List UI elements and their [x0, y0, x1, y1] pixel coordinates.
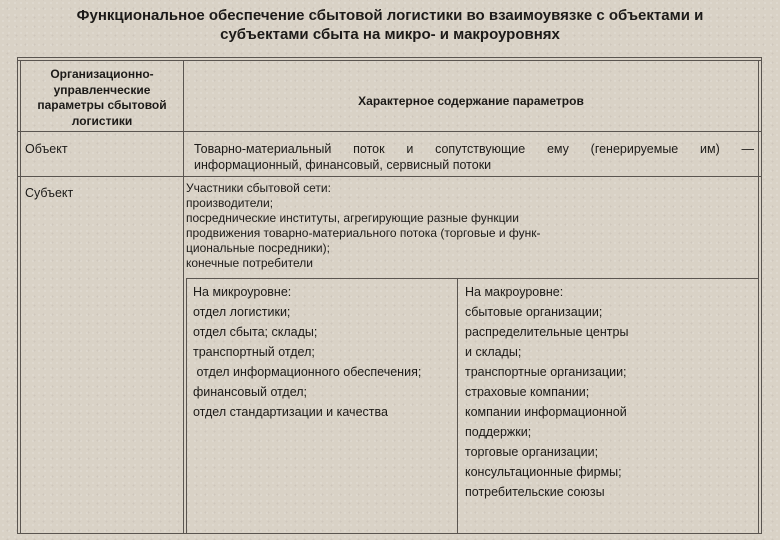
macro-item: торговые организации; [465, 445, 599, 459]
row-divider [17, 176, 762, 177]
row-subject-content [186, 181, 606, 271]
micro-item: отдел стандартизации и качества [193, 405, 388, 419]
header-divider [17, 131, 762, 132]
subject-line-6: конечные потребители [186, 256, 314, 270]
subject-line-1: Участники сбытовой сети: [186, 181, 331, 195]
title-line-1: Функциональное обеспечение сбытовой логистики во взаимоувязке с объектами и [76, 7, 704, 24]
macro-item: распределительные центры [465, 325, 629, 339]
macro-item: На макроуровне: [465, 285, 564, 299]
column-divider [183, 60, 184, 534]
col1-header-line-1: Организационно- [50, 67, 154, 81]
subject-line-4: продвижения товарно-материального потока (торговые и функ- [186, 226, 541, 240]
table-border-right [761, 57, 762, 534]
subject-line-5: циональные посредники); [186, 241, 330, 255]
micro-item: На микроуровне: [193, 285, 292, 299]
macro-item: потребительские союзы [465, 485, 605, 499]
row-subject-label: Субъект [25, 186, 74, 200]
macro-item: и склады; [465, 345, 522, 359]
subject-line-3: посреднические институты, агрегирующие разные функции [186, 211, 519, 225]
macro-item: сбытовые организации; [465, 305, 603, 319]
micro-item: отдел информационного обеспечения; [193, 365, 422, 379]
micro-level-list [193, 282, 455, 422]
macro-item: компании информационной [465, 405, 627, 419]
micro-item: отдел логистики; [193, 305, 291, 319]
row-object-content-line-1: Товарно-материальный поток и сопутствующие ему (генерируемые им) — [194, 142, 754, 156]
micro-item: финансовый отдел; [193, 385, 308, 399]
macro-item: поддержки; [465, 425, 532, 439]
nested-box-divider [457, 278, 458, 534]
col1-header [22, 67, 182, 129]
col1-header-line-4: логистики [71, 113, 133, 128]
nested-box-left [186, 278, 187, 534]
table-border-right-inner [758, 60, 759, 534]
macro-item: транспортные организации; [465, 365, 627, 379]
title-line-2: субъектами сбыта на микро- и макроуровнях [220, 26, 560, 43]
table-border-bottom [17, 533, 762, 534]
macro-item: страховые компании; [465, 385, 590, 399]
nested-box-top [186, 278, 759, 279]
table-border-left [17, 57, 18, 534]
row-object-label: Объект [25, 142, 68, 156]
col1-header-line-3: параметры сбытовой [37, 98, 167, 112]
micro-item: транспортный отдел; [193, 345, 315, 359]
table-border-top-inner [17, 60, 762, 61]
row-object-content-line-2: информационный, финансовый, сервисный потоки [194, 158, 492, 172]
table-border-top [17, 57, 762, 58]
macro-item: консультационные фирмы; [465, 465, 622, 479]
col2-header: Характерное содержание параметров [358, 94, 584, 108]
macro-level-list [465, 282, 755, 502]
col1-header-line-2: управленческие [53, 82, 151, 97]
table-border-left-inner [20, 60, 21, 534]
micro-item: отдел сбыта; склады; [193, 325, 318, 339]
subject-line-2: производители; [186, 196, 274, 210]
